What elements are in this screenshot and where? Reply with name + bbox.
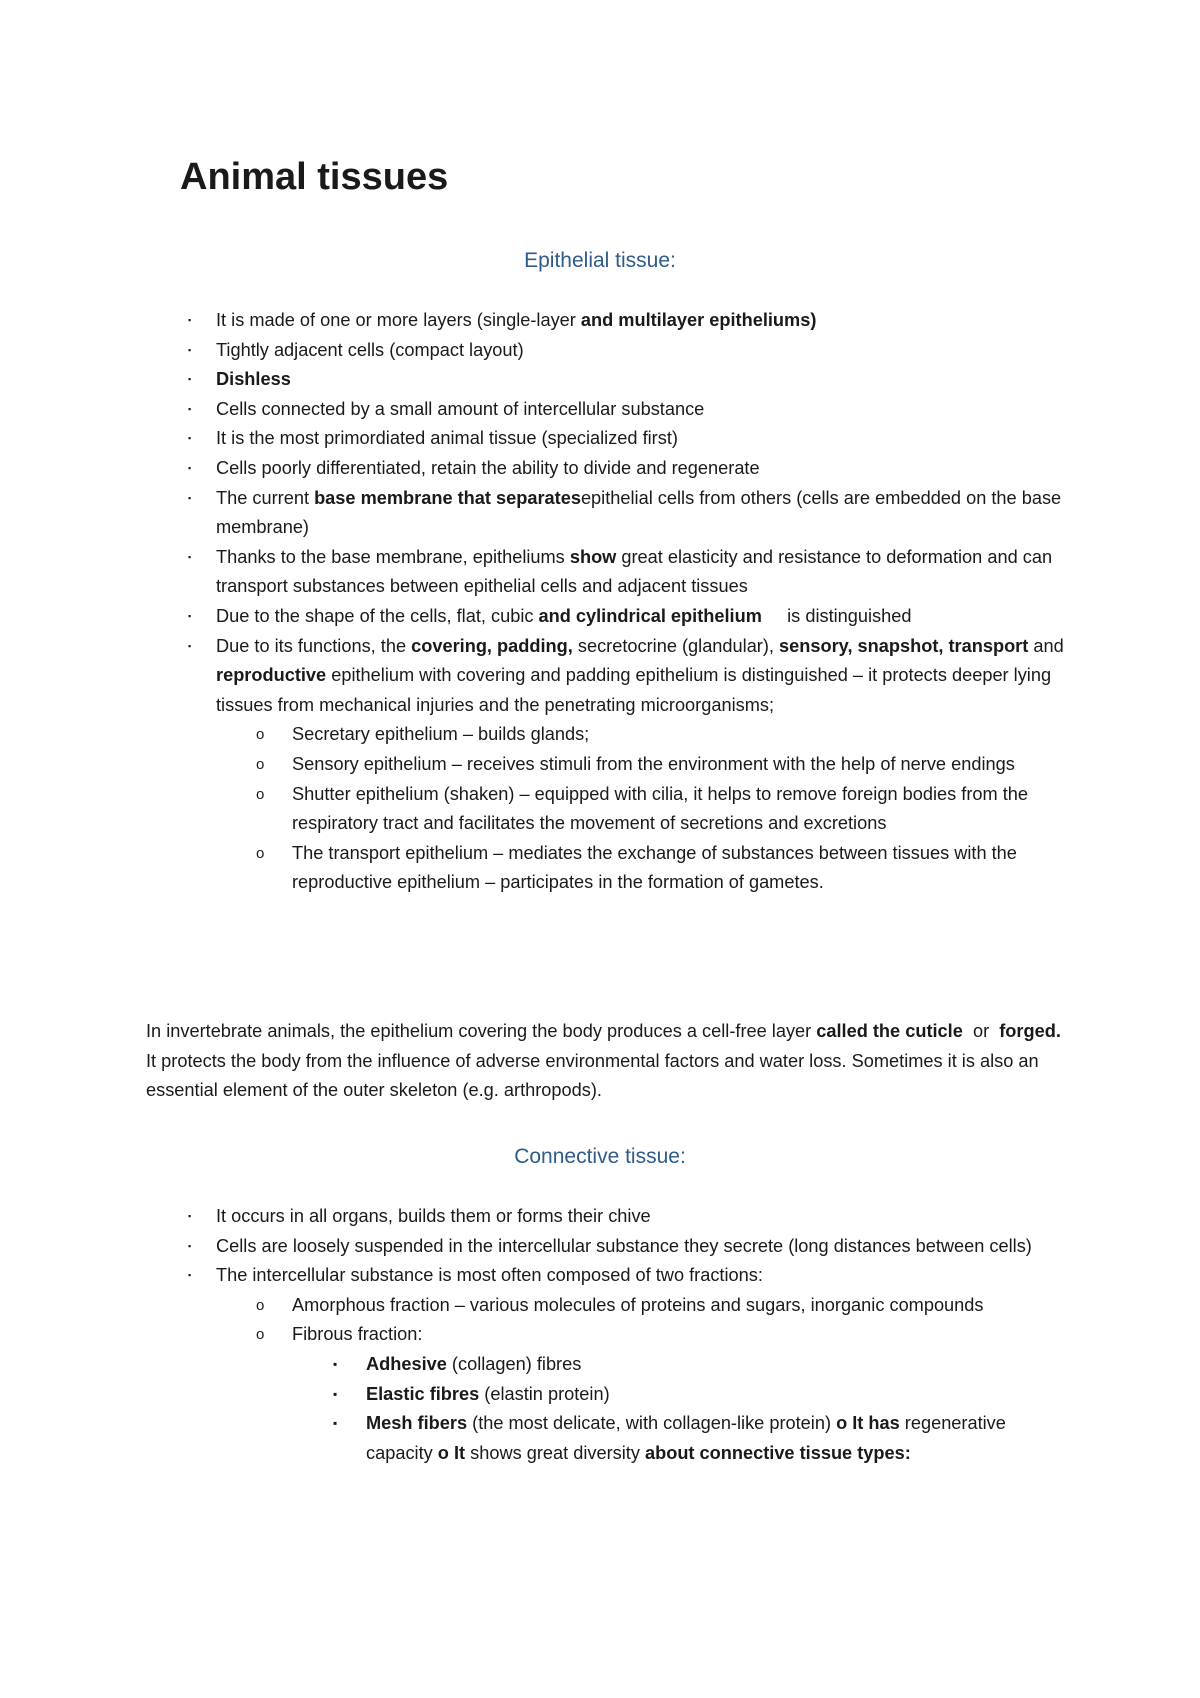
list-item: o Sensory epithelium – receives stimuli from the environment with the help of nerve endings: [292, 750, 1076, 780]
epithelial-list: [216, 306, 1076, 898]
list-item: ▪ Due to the shape of the cells, flat, cubic and cylindrical epithelium is distinguished: [216, 602, 1076, 632]
cuticle-paragraph: In invertebrate animals, the epithelium covering the body produces a cell-free layer called the cuticle or forged. It protects the body from the influence of adverse environmental factors and water loss. Sometimes it is also an essential element of the outer skeleton (e.g. arthropods).: [146, 1021, 1061, 1101]
list-item: o Secretary epithelium – builds glands;: [292, 720, 1076, 750]
list-item: ▪ Cells poorly differentiated, retain the ability to divide and regenerate: [216, 454, 1076, 484]
list-item: ▪ The current base membrane that separatesepithelial cells from others (cells are embedded on the base membrane): [216, 484, 1076, 543]
list-item: ▪ Cells connected by a small amount of intercellular substance: [216, 395, 1076, 425]
epithelial-sublist: [292, 720, 1076, 898]
connective-list: [216, 1202, 1076, 1468]
list-item: ▪ Thanks to the base membrane, epitheliums show great elasticity and resistance to deformation and can transport substances between epithelial cells and adjacent tissues: [216, 543, 1076, 602]
epithelial-heading: Epithelial tissue:: [524, 249, 676, 272]
list-item: ▪ Cells are loosely suspended in the intercellular substance they secrete (long distances between cells): [216, 1232, 1076, 1262]
list-item: o Amorphous fraction – various molecules of proteins and sugars, inorganic compounds: [292, 1291, 1076, 1321]
list-item: ▪ Adhesive (collagen) fibres: [366, 1350, 1076, 1380]
list-item: ▪ Mesh fibers (the most delicate, with collagen-like protein) o It has regenerative capacity o It shows great diversity about connective tissue types:: [366, 1409, 1076, 1468]
list-item: o The transport epithelium – mediates the exchange of substances between tissues with the reproductive epithelium – participates in the formation of gametes.: [292, 839, 1076, 898]
list-item: o Shutter epithelium (shaken) – equipped with cilia, it helps to remove foreign bodies from the respiratory tract and facilitates the movement of secretions and excretions: [292, 780, 1076, 839]
fibres-list: [366, 1350, 1076, 1468]
list-item: ▪ The intercellular substance is most often composed of two fractions: o Amorphous fraction – various molecules of proteins and sugars, inorganic compounds o Fibrous fraction: ▪ Adhesive (collagen) fibres ▪ Elastic fibres (elastin protein) ▪ Mesh fibers (the most delicate, with collagen-like protein) o It has regenerative capacity o It shows great diversity about connective tissue types:: [216, 1261, 1076, 1468]
connective-sublist: [292, 1291, 1076, 1469]
list-item: ▪ It is the most primordiated animal tissue (specialized first): [216, 424, 1076, 454]
connective-heading: Connective tissue:: [514, 1145, 686, 1168]
list-item: ▪ Due to its functions, the covering, padding, secretocrine (glandular), sensory, snapshot, transport and reproductive epithelium with covering and padding epithelium is distinguished – it protects deeper lying tissues from mechanical injuries and the penetrating microorganisms; o Secretary epithelium – builds glands; o Sensory epithelium – receives stimuli from the environment with the help of nerve endings o Shutter epithelium (shaken) – equipped with cilia, it helps to remove foreign bodies from the respiratory tract and facilitates the movement of secretions and excretions o The transport epithelium – mediates the exchange of substances between tissues with the reproductive epithelium – participates in the formation of gametes.: [216, 632, 1076, 898]
list-item: ▪ Dishless: [216, 365, 1076, 395]
page-title: Animal tissues: [180, 156, 449, 198]
list-item: ▪ Tightly adjacent cells (compact layout): [216, 336, 1076, 366]
list-item: ▪ Elastic fibres (elastin protein): [366, 1380, 1076, 1410]
list-item: o Fibrous fraction: ▪ Adhesive (collagen) fibres ▪ Elastic fibres (elastin protein) ▪ Mesh fibers (the most delicate, with collagen-like protein) o It has regenerative capacity o It shows great diversity about connective tissue types:: [292, 1320, 1076, 1468]
list-item: ▪ It is made of one or more layers (single-layer and multilayer epitheliums): [216, 306, 1076, 336]
list-item: ▪ It occurs in all organs, builds them or forms their chive: [216, 1202, 1076, 1232]
